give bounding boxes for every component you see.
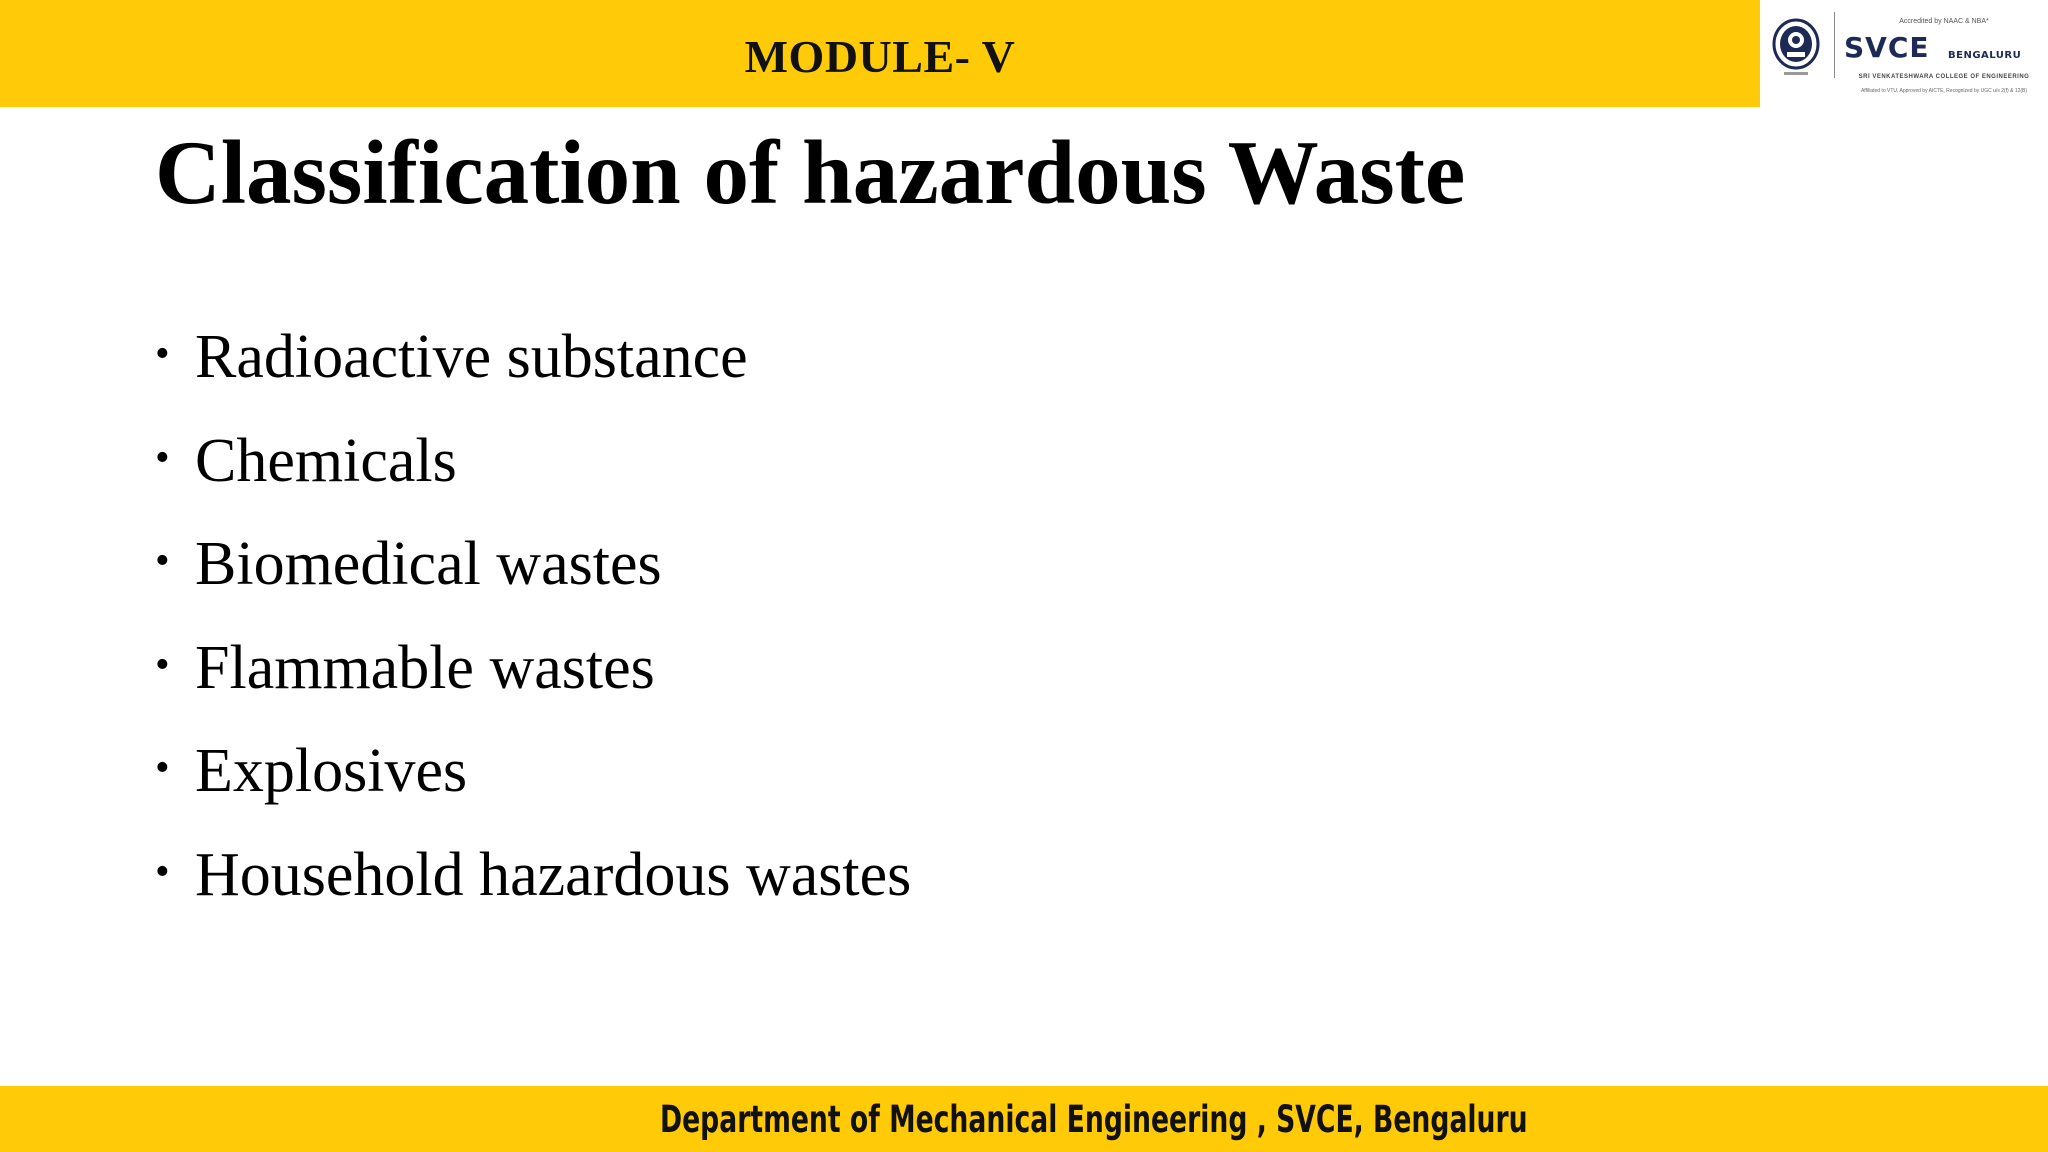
list-item-text: Explosives [195,737,468,805]
list-item-text: Flammable wastes [195,633,655,702]
logo-name: SVCE [1844,31,1930,64]
module-header-bar [0,0,1760,107]
list-item [155,426,911,530]
logo-affiliation: Affiliated to VTU, Approved by AICTE, Recognized by UGC u/s 2(f) & 12(B) [1860,88,2028,94]
list-item [155,736,911,840]
module-label: MODULE- V [744,31,1016,82]
list-item-text: Biomedical wastes [195,530,662,598]
list-item-text: Radioactive substance [195,323,748,391]
logo-city: BENGALURU [1948,50,2022,61]
list-item-text: Household hazardous wastes [195,840,912,909]
footer-text: Department of Mechanical Engineering , SVCE, Bengaluru [660,1098,1528,1141]
bullet-icon: • [155,434,170,481]
college-seal-icon [1770,14,1822,82]
slide-title: Classification of hazardous Waste [155,122,1466,223]
bullet-icon: • [155,538,170,584]
college-logo [1762,0,2048,107]
list-item [155,840,911,944]
logo-college-name: SRI VENKATESHWARA COLLEGE OF ENGINEERING [1858,74,2030,80]
bullet-icon: • [155,641,170,688]
list-item [155,322,911,426]
bullet-icon: • [155,331,170,377]
bullet-icon: • [155,745,170,791]
bullet-icon: • [155,848,170,895]
bullet-list [155,322,911,943]
logo-divider [1834,12,1835,78]
logo-accreditation: Accredited by NAAC & NBA* [1899,18,1989,25]
list-item-text: Chemicals [195,426,457,495]
list-item [155,633,911,737]
list-item [155,529,911,633]
